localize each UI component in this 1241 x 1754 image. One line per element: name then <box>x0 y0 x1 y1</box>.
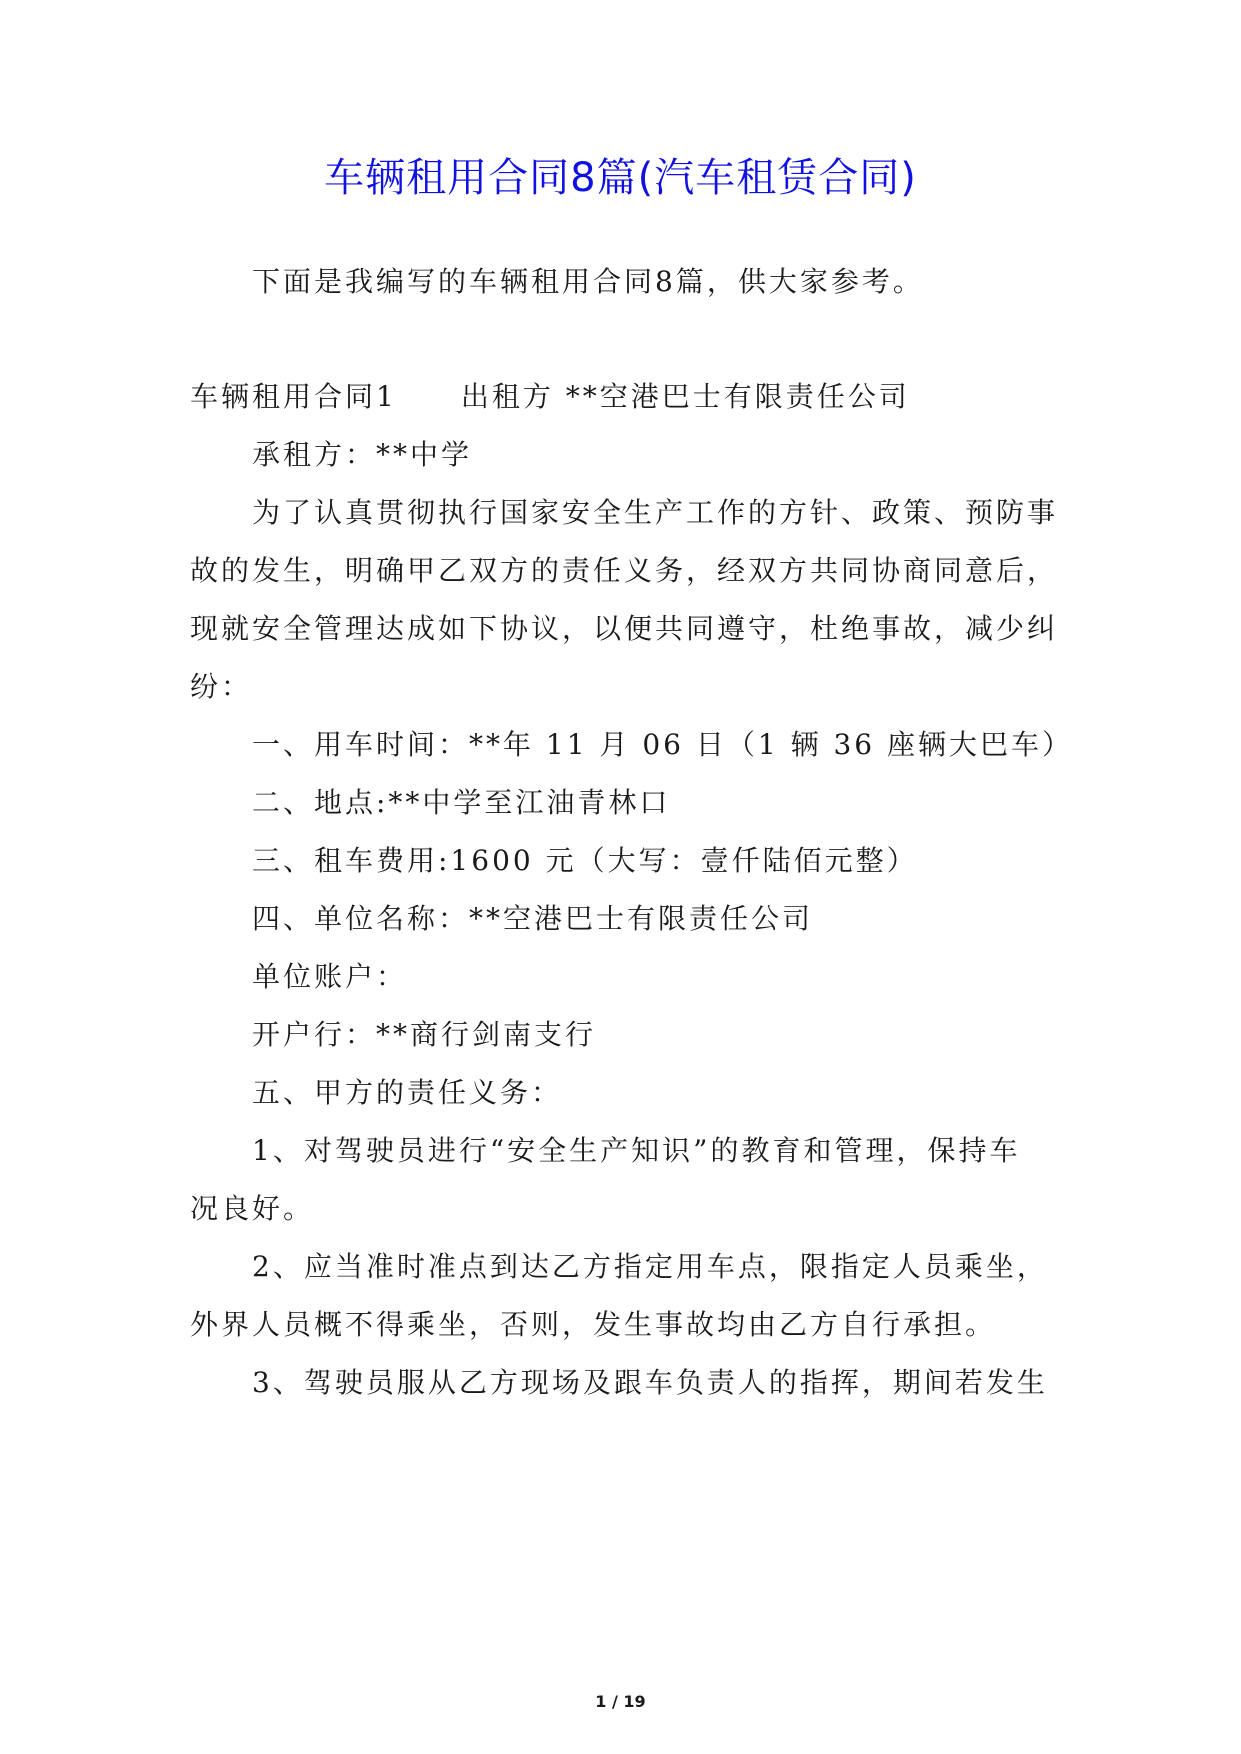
page-number: 1 / 19 <box>595 1692 646 1711</box>
duty-line: 况良好。 <box>190 1192 315 1225</box>
contract-heading: 车辆租用合同1 <box>190 380 397 413</box>
duty-line: 3、驾驶员服从乙方现场及跟车负责人的指挥，期间若发生 <box>252 1366 1048 1399</box>
duty-line: 外界人员概不得乘坐，否则，发生事故均由乙方自行承担。 <box>190 1308 997 1341</box>
lessor-line: 出租方 **空港巴士有限责任公司 <box>460 380 910 413</box>
lessee-line: 承租方：**中学 <box>252 438 473 471</box>
clause-item-2: 二、地点:**中学至江油青林口 <box>252 786 671 819</box>
bank-line: 开户行：**商行剑南支行 <box>252 1018 597 1051</box>
document-title: 车辆租用合同8篇(汽车租赁合同) <box>324 155 917 201</box>
paragraph-line: 为了认真贯彻执行国家安全生产工作的方针、政策、预防事 <box>252 496 1059 529</box>
duty-line: 2、应当准时准点到达乙方指定用车点，限指定人员乘坐， <box>252 1250 1048 1283</box>
clause-item-1: 一、用车时间：**年 11 月 06 日（1 辆 36 座辆大巴车） <box>252 728 1074 761</box>
contract-heading-line <box>190 377 910 417</box>
clause-item-3: 三、租车费用:1600 元（大写：壹仟陆佰元整） <box>252 844 918 877</box>
duty-line: 1、对驾驶员进行“安全生产知识”的教育和管理，保持车 <box>252 1134 1021 1167</box>
paragraph-line: 故的发生，明确甲乙双方的责任义务，经双方共同协商同意后， <box>190 554 1059 587</box>
account-line: 单位账户： <box>252 960 408 993</box>
intro-paragraph: 下面是我编写的车辆租用合同8篇，供大家参考。 <box>252 265 924 298</box>
paragraph-line: 现就安全管理达成如下协议，以便共同遵守，杜绝事故，减少纠 <box>190 612 1059 645</box>
clause-item-4: 四、单位名称：**空港巴士有限责任公司 <box>252 902 814 935</box>
paragraph-line: 纷： <box>190 670 253 703</box>
clause-item-5: 五、甲方的责任义务： <box>252 1076 563 1109</box>
